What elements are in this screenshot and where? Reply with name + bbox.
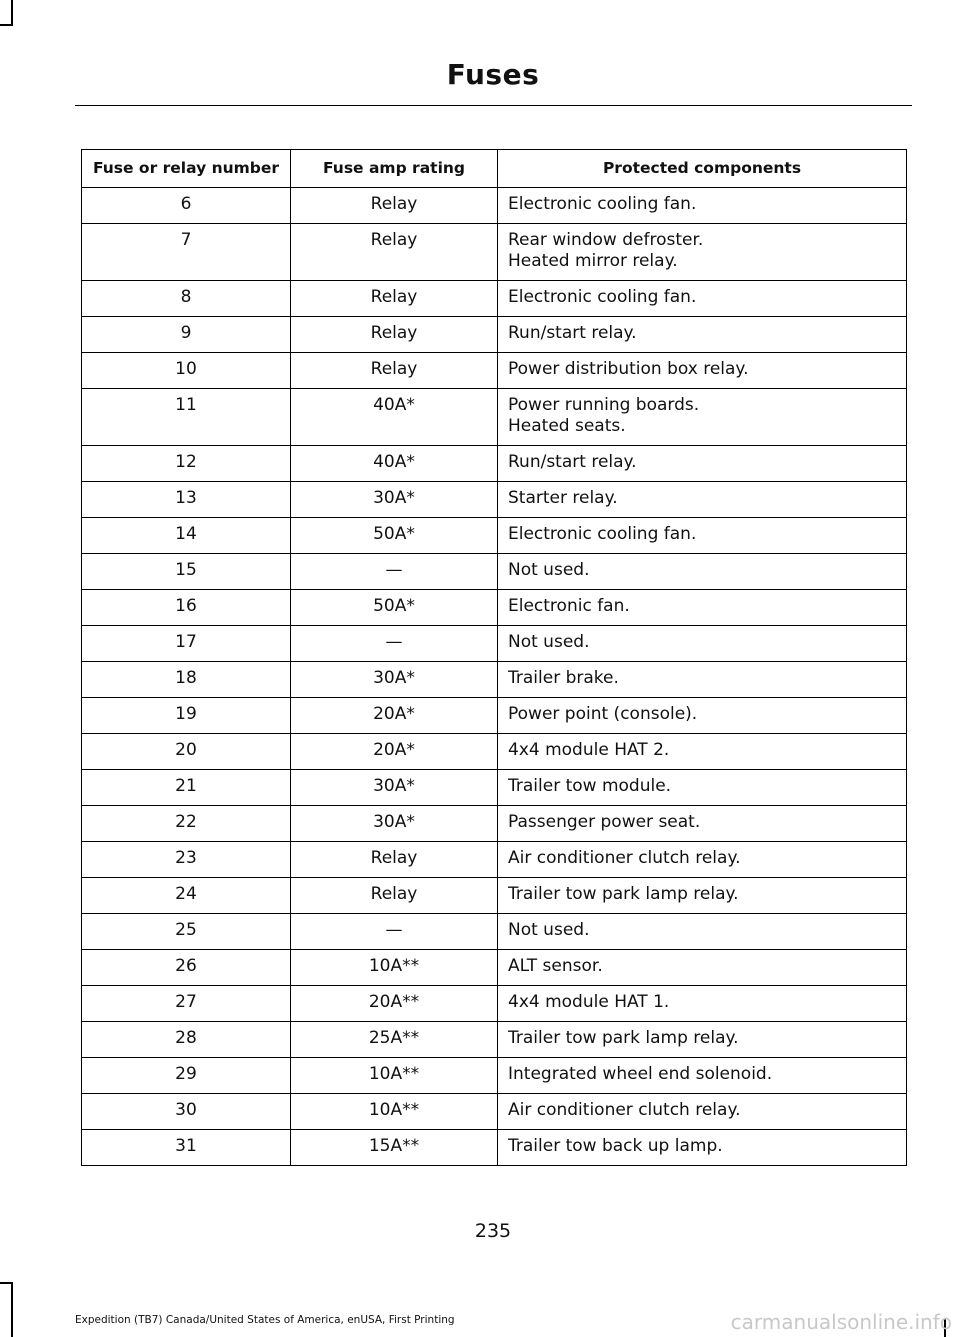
table-row (82, 770, 907, 806)
component-line: Integrated wheel end solenoid. (508, 1064, 773, 1084)
table-row (82, 317, 907, 353)
amp-rating-cell: — (291, 914, 498, 950)
edition-footer: Expedition (TB7) Canada/United States of America, enUSA, First Printing (75, 1314, 455, 1326)
amp-rating-cell: 30A* (291, 482, 498, 518)
component-line: Air conditioner clutch relay. (508, 848, 741, 868)
component-line: Air conditioner clutch relay. (508, 1100, 741, 1120)
protected-components-cell (498, 518, 907, 554)
component-line: Starter relay. (508, 488, 618, 508)
table-row (82, 698, 907, 734)
table-row (82, 734, 907, 770)
amp-rating-cell: 15A** (291, 1130, 498, 1166)
fuse-number-cell: 22 (82, 806, 291, 842)
amp-rating-cell: 30A* (291, 770, 498, 806)
table-row (82, 662, 907, 698)
fuse-number-cell: 10 (82, 353, 291, 389)
column-header-amp-rating: Fuse amp rating (291, 150, 498, 188)
fuse-number-cell: 17 (82, 626, 291, 662)
protected-components-cell (498, 950, 907, 986)
fuse-number-cell: 29 (82, 1058, 291, 1094)
crop-mark-bottom-left-vertical (11, 1282, 13, 1337)
protected-components-cell (498, 482, 907, 518)
protected-components-cell (498, 446, 907, 482)
fuse-number-cell: 18 (82, 662, 291, 698)
table-row (82, 626, 907, 662)
table-row (82, 482, 907, 518)
table-row (82, 518, 907, 554)
fuse-number-cell: 27 (82, 986, 291, 1022)
amp-rating-cell: 20A** (291, 986, 498, 1022)
component-line: Heated seats. (508, 416, 626, 436)
fuse-number-cell: 12 (82, 446, 291, 482)
table-row (82, 389, 907, 446)
amp-rating-cell: 10A** (291, 1094, 498, 1130)
table-row (82, 188, 907, 224)
table-row (82, 590, 907, 626)
protected-components-cell (498, 1094, 907, 1130)
protected-components-cell (498, 554, 907, 590)
protected-components-cell (498, 698, 907, 734)
component-line: Trailer tow park lamp relay. (508, 884, 739, 904)
table-row (82, 1058, 907, 1094)
amp-rating-cell: — (291, 626, 498, 662)
protected-components-cell (498, 806, 907, 842)
protected-components-cell (498, 986, 907, 1022)
fuse-number-cell: 6 (82, 188, 291, 224)
amp-rating-cell: 30A* (291, 806, 498, 842)
fuse-number-cell: 7 (82, 224, 291, 281)
amp-rating-cell: — (291, 554, 498, 590)
amp-rating-cell: 50A* (291, 518, 498, 554)
fuse-number-cell: 30 (82, 1094, 291, 1130)
protected-components-cell (498, 389, 907, 446)
protected-components-cell (498, 1022, 907, 1058)
table-row (82, 806, 907, 842)
protected-components-cell (498, 842, 907, 878)
watermark: carmanualsonline.info (730, 1310, 952, 1334)
fuse-number-cell: 25 (82, 914, 291, 950)
protected-components-cell (498, 770, 907, 806)
fuse-table-body (82, 188, 907, 1166)
crop-mark-bottom-left-horizontal (0, 1282, 13, 1284)
component-line: 4x4 module HAT 2. (508, 740, 670, 760)
amp-rating-cell: 20A* (291, 698, 498, 734)
table-row (82, 446, 907, 482)
component-line: Run/start relay. (508, 452, 637, 472)
component-line: Passenger power seat. (508, 812, 701, 832)
component-line: Trailer tow park lamp relay. (508, 1028, 739, 1048)
amp-rating-cell: 30A* (291, 662, 498, 698)
column-header-fuse-number: Fuse or relay number (82, 150, 291, 188)
protected-components-cell (498, 590, 907, 626)
fuse-number-cell: 31 (82, 1130, 291, 1166)
column-header-protected-components: Protected components (498, 150, 907, 188)
amp-rating-cell: Relay (291, 317, 498, 353)
fuse-number-cell: 26 (82, 950, 291, 986)
table-header-row (82, 150, 907, 188)
page-number: 235 (474, 1220, 512, 1242)
protected-components-cell (498, 626, 907, 662)
component-line: Run/start relay. (508, 323, 637, 343)
protected-components-cell (498, 224, 907, 281)
component-line: Trailer tow module. (508, 776, 672, 796)
protected-components-cell (498, 662, 907, 698)
fuse-number-cell: 11 (82, 389, 291, 446)
component-line: Not used. (508, 632, 590, 652)
fuse-number-cell: 9 (82, 317, 291, 353)
title-divider (75, 105, 912, 106)
amp-rating-cell: 20A* (291, 734, 498, 770)
table-row (82, 878, 907, 914)
amp-rating-cell: 25A** (291, 1022, 498, 1058)
component-line: Rear window defroster. (508, 230, 704, 250)
amp-rating-cell: Relay (291, 842, 498, 878)
table-row (82, 1022, 907, 1058)
fuse-number-cell: 13 (82, 482, 291, 518)
protected-components-cell (498, 353, 907, 389)
component-line: Electronic cooling fan. (508, 287, 697, 307)
fuse-number-cell: 23 (82, 842, 291, 878)
fuse-number-cell: 28 (82, 1022, 291, 1058)
protected-components-cell (498, 878, 907, 914)
component-line: Trailer brake. (508, 668, 619, 688)
table-row (82, 281, 907, 317)
component-line: Trailer tow back up lamp. (508, 1136, 723, 1156)
protected-components-cell (498, 281, 907, 317)
component-line: ALT sensor. (508, 956, 603, 976)
protected-components-cell (498, 914, 907, 950)
protected-components-cell (498, 1058, 907, 1094)
page-title: Fuses (446, 58, 540, 91)
table-row (82, 224, 907, 281)
protected-components-cell (498, 317, 907, 353)
protected-components-cell (498, 188, 907, 224)
component-line: Power distribution box relay. (508, 359, 749, 379)
table-row (82, 1094, 907, 1130)
amp-rating-cell: 10A** (291, 1058, 498, 1094)
amp-rating-cell: Relay (291, 188, 498, 224)
component-line: Electronic cooling fan. (508, 194, 697, 214)
component-line: Electronic cooling fan. (508, 524, 697, 544)
component-line: Heated mirror relay. (508, 251, 678, 271)
table-row (82, 986, 907, 1022)
component-line: Not used. (508, 560, 590, 580)
amp-rating-cell: 40A* (291, 389, 498, 446)
amp-rating-cell: Relay (291, 281, 498, 317)
amp-rating-cell: 50A* (291, 590, 498, 626)
fuse-number-cell: 16 (82, 590, 291, 626)
component-line: Power point (console). (508, 704, 698, 724)
fuse-number-cell: 15 (82, 554, 291, 590)
amp-rating-cell: Relay (291, 353, 498, 389)
fuse-number-cell: 20 (82, 734, 291, 770)
component-line: Power running boards. (508, 395, 700, 415)
amp-rating-cell: Relay (291, 224, 498, 281)
fuse-table (81, 149, 907, 1166)
fuse-number-cell: 19 (82, 698, 291, 734)
table-row (82, 914, 907, 950)
component-line: Not used. (508, 920, 590, 940)
fuse-number-cell: 8 (82, 281, 291, 317)
crop-mark-top-left-vertical (11, 0, 13, 26)
fuse-number-cell: 14 (82, 518, 291, 554)
table-row (82, 842, 907, 878)
table-row (82, 950, 907, 986)
table-row (82, 554, 907, 590)
fuse-number-cell: 21 (82, 770, 291, 806)
crop-mark-top-left-horizontal (0, 24, 13, 26)
component-line: 4x4 module HAT 1. (508, 992, 670, 1012)
component-line: Electronic fan. (508, 596, 630, 616)
table-row (82, 1130, 907, 1166)
protected-components-cell (498, 1130, 907, 1166)
fuse-number-cell: 24 (82, 878, 291, 914)
amp-rating-cell: 40A* (291, 446, 498, 482)
protected-components-cell (498, 734, 907, 770)
table-row (82, 353, 907, 389)
amp-rating-cell: 10A** (291, 950, 498, 986)
amp-rating-cell: Relay (291, 878, 498, 914)
